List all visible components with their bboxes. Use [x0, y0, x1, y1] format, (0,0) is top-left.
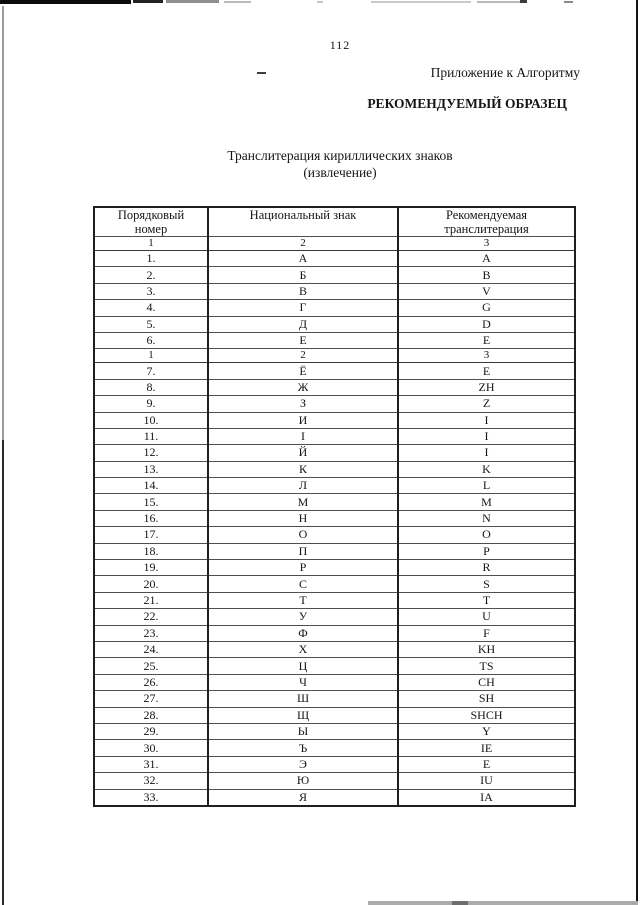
- cell-ordinal: 27.: [94, 691, 208, 707]
- cell-transliteration: IA: [398, 789, 575, 806]
- cell-transliteration: E: [398, 363, 575, 379]
- cell-ordinal: 1: [94, 349, 208, 363]
- cell-national-sign: Ю: [208, 773, 398, 789]
- cell-ordinal: 5.: [94, 316, 208, 332]
- table-row: [94, 478, 575, 494]
- header-national-sign: [208, 207, 398, 237]
- table-row: [94, 251, 575, 267]
- cell-national-sign: Ё: [208, 363, 398, 379]
- table-row: [94, 461, 575, 477]
- cell-national-sign: М: [208, 494, 398, 510]
- cell-transliteration: IE: [398, 740, 575, 756]
- header-text: Порядковый: [117, 208, 185, 222]
- scan-edge-bottom: [452, 901, 468, 905]
- cell-ordinal: 14.: [94, 478, 208, 494]
- table-header-row: [94, 207, 575, 237]
- scan-edge-right: [636, 0, 638, 903]
- cell-national-sign: Л: [208, 478, 398, 494]
- table-row: [94, 316, 575, 332]
- table-row: [94, 740, 575, 756]
- cell-ordinal: 31.: [94, 756, 208, 772]
- scan-edge-left: [2, 6, 4, 440]
- cell-national-sign: 2: [208, 349, 398, 363]
- table-row: [94, 267, 575, 283]
- scan-edge-top: [133, 0, 163, 3]
- table-row: [94, 707, 575, 723]
- cell-transliteration: T: [398, 592, 575, 608]
- cell-national-sign: Ъ: [208, 740, 398, 756]
- header-text: транслитерация: [444, 221, 529, 236]
- table-row: [94, 527, 575, 543]
- scan-edge-top: [166, 0, 219, 3]
- table-row: [94, 396, 575, 412]
- cell-ordinal: 1.: [94, 251, 208, 267]
- cell-transliteration: I: [398, 412, 575, 428]
- table-row: [94, 789, 575, 806]
- table-row: [94, 609, 575, 625]
- cell-transliteration: V: [398, 283, 575, 299]
- cell-transliteration: E: [398, 332, 575, 348]
- table-row: [94, 283, 575, 299]
- table-row: [94, 412, 575, 428]
- cell-ordinal: 26.: [94, 674, 208, 690]
- table-row: [94, 428, 575, 444]
- cell-transliteration: U: [398, 609, 575, 625]
- cell-national-sign: Я: [208, 789, 398, 806]
- table-row: [94, 691, 575, 707]
- table-row: [94, 543, 575, 559]
- scan-edge-bottom: [368, 901, 638, 905]
- cell-ordinal: 20.: [94, 576, 208, 592]
- cell-national-sign: У: [208, 609, 398, 625]
- table-row: [94, 379, 575, 395]
- cell-ordinal: 19.: [94, 560, 208, 576]
- cell-national-sign: 2: [208, 237, 398, 251]
- cell-national-sign: Н: [208, 510, 398, 526]
- scan-edge-left: [2, 440, 4, 905]
- cell-transliteration: IU: [398, 773, 575, 789]
- cell-ordinal: 16.: [94, 510, 208, 526]
- cell-national-sign: Ж: [208, 379, 398, 395]
- table-row: [94, 494, 575, 510]
- cell-ordinal: 18.: [94, 543, 208, 559]
- scan-edge-top: [520, 0, 527, 3]
- cell-ordinal: 17.: [94, 527, 208, 543]
- cell-national-sign: К: [208, 461, 398, 477]
- scan-edge-top: [317, 1, 323, 3]
- cell-ordinal: 6.: [94, 332, 208, 348]
- cell-national-sign: Х: [208, 641, 398, 657]
- header-text: номер: [134, 221, 168, 236]
- cell-ordinal: 32.: [94, 773, 208, 789]
- table-row: [94, 576, 575, 592]
- cell-transliteration: L: [398, 478, 575, 494]
- transliteration-table: [93, 206, 576, 807]
- table-row: [94, 510, 575, 526]
- cell-transliteration: K: [398, 461, 575, 477]
- scan-edge-top: [564, 1, 573, 3]
- table-row: [94, 773, 575, 789]
- cell-ordinal: 25.: [94, 658, 208, 674]
- cell-ordinal: 24.: [94, 641, 208, 657]
- cell-transliteration: Y: [398, 723, 575, 739]
- cell-national-sign: А: [208, 251, 398, 267]
- cell-national-sign: П: [208, 543, 398, 559]
- cell-national-sign: Ф: [208, 625, 398, 641]
- cell-transliteration: ZH: [398, 379, 575, 395]
- table-row: [94, 592, 575, 608]
- cell-national-sign: І: [208, 428, 398, 444]
- cell-ordinal: 3.: [94, 283, 208, 299]
- column-index-row: [94, 237, 575, 251]
- table-row: [94, 674, 575, 690]
- column-index-row: [94, 349, 575, 363]
- table-row: [94, 300, 575, 316]
- appendix-note: Приложение к Алгоритму: [430, 65, 580, 80]
- cell-transliteration: SH: [398, 691, 575, 707]
- cell-ordinal: 28.: [94, 707, 208, 723]
- cell-ordinal: 13.: [94, 461, 208, 477]
- header-recommended-transliteration: [398, 207, 575, 237]
- document-subtitle-line: (извлечение): [303, 164, 377, 180]
- cell-national-sign: В: [208, 283, 398, 299]
- table-row: [94, 756, 575, 772]
- scan-edge-top: [224, 1, 251, 3]
- table-row: [94, 445, 575, 461]
- cell-transliteration: G: [398, 300, 575, 316]
- cell-transliteration: D: [398, 316, 575, 332]
- cell-ordinal: 23.: [94, 625, 208, 641]
- scan-speck: [257, 72, 266, 74]
- table-row: [94, 658, 575, 674]
- table-body: [94, 237, 575, 806]
- cell-national-sign: Б: [208, 267, 398, 283]
- cell-ordinal: 8.: [94, 379, 208, 395]
- header-text: Национальный знак: [249, 208, 357, 222]
- cell-national-sign: Э: [208, 756, 398, 772]
- cell-ordinal: 21.: [94, 592, 208, 608]
- cell-transliteration: Z: [398, 396, 575, 412]
- cell-ordinal: 10.: [94, 412, 208, 428]
- cell-national-sign: Ы: [208, 723, 398, 739]
- cell-ordinal: 12.: [94, 445, 208, 461]
- cell-transliteration: S: [398, 576, 575, 592]
- cell-national-sign: Д: [208, 316, 398, 332]
- cell-national-sign: И: [208, 412, 398, 428]
- cell-transliteration: R: [398, 560, 575, 576]
- cell-transliteration: N: [398, 510, 575, 526]
- cell-national-sign: Ч: [208, 674, 398, 690]
- cell-ordinal: 30.: [94, 740, 208, 756]
- cell-national-sign: Й: [208, 445, 398, 461]
- scan-edge-top: [477, 1, 526, 3]
- cell-transliteration: B: [398, 267, 575, 283]
- cell-national-sign: О: [208, 527, 398, 543]
- page-number: 112: [329, 38, 351, 52]
- header-text: Рекомендуемая: [445, 208, 528, 222]
- cell-transliteration: A: [398, 251, 575, 267]
- document-title: [140, 148, 540, 181]
- table-row: [94, 332, 575, 348]
- cell-transliteration: 3: [398, 349, 575, 363]
- document-title-line: Транслитерация кириллических знаков: [227, 148, 453, 163]
- cell-ordinal: 15.: [94, 494, 208, 510]
- scan-edge-top: [0, 0, 131, 4]
- cell-transliteration: KH: [398, 641, 575, 657]
- cell-transliteration: 3: [398, 237, 575, 251]
- cell-ordinal: 33.: [94, 789, 208, 806]
- table-row: [94, 723, 575, 739]
- cell-national-sign: Ц: [208, 658, 398, 674]
- header-ordinal-number: [94, 207, 208, 237]
- cell-national-sign: Т: [208, 592, 398, 608]
- cell-transliteration: O: [398, 527, 575, 543]
- cell-transliteration: M: [398, 494, 575, 510]
- cell-national-sign: З: [208, 396, 398, 412]
- cell-ordinal: 7.: [94, 363, 208, 379]
- cell-transliteration: CH: [398, 674, 575, 690]
- cell-national-sign: Щ: [208, 707, 398, 723]
- cell-transliteration: SHCH: [398, 707, 575, 723]
- cell-ordinal: 2.: [94, 267, 208, 283]
- cell-transliteration: I: [398, 445, 575, 461]
- cell-national-sign: Г: [208, 300, 398, 316]
- cell-transliteration: TS: [398, 658, 575, 674]
- cell-ordinal: 1: [94, 237, 208, 251]
- cell-ordinal: 11.: [94, 428, 208, 444]
- table-row: [94, 363, 575, 379]
- scan-edge-top: [371, 1, 471, 3]
- cell-national-sign: Е: [208, 332, 398, 348]
- cell-transliteration: F: [398, 625, 575, 641]
- table-row: [94, 560, 575, 576]
- cell-national-sign: Ш: [208, 691, 398, 707]
- cell-national-sign: С: [208, 576, 398, 592]
- recommended-sample-heading: РЕКОМЕНДУЕМЫЙ ОБРАЗЕЦ: [367, 96, 567, 111]
- table-row: [94, 641, 575, 657]
- cell-transliteration: I: [398, 428, 575, 444]
- cell-transliteration: E: [398, 756, 575, 772]
- cell-ordinal: 29.: [94, 723, 208, 739]
- table-row: [94, 625, 575, 641]
- cell-ordinal: 22.: [94, 609, 208, 625]
- cell-national-sign: Р: [208, 560, 398, 576]
- cell-ordinal: 9.: [94, 396, 208, 412]
- cell-ordinal: 4.: [94, 300, 208, 316]
- cell-transliteration: P: [398, 543, 575, 559]
